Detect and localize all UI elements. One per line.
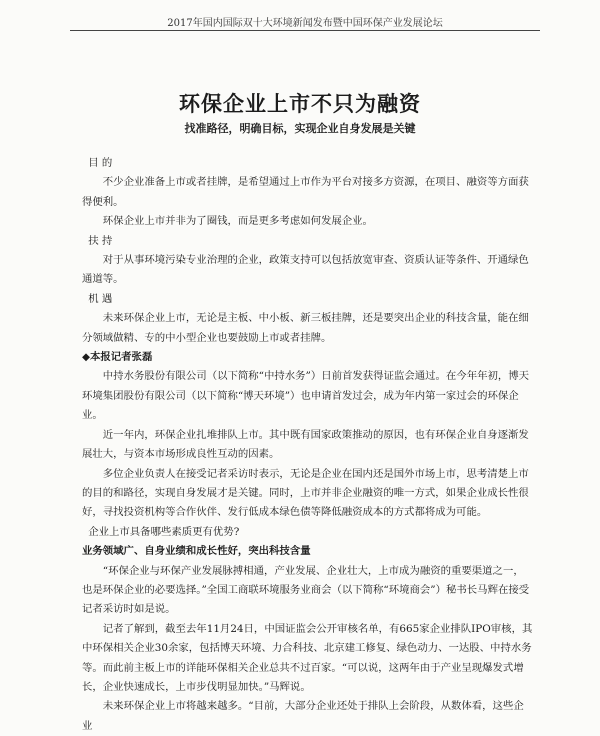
section-subheading: 业务领域广、自身业绩和成长性好，突出科技含量 xyxy=(82,545,311,558)
article-body xyxy=(82,154,534,736)
section-heading: 扶 持 xyxy=(88,234,113,247)
article-title: 环保企业上市不只为融资 xyxy=(179,91,421,116)
paragraph: 记者了解到，截至去年11月24日，中国证监会公开审核名单，有665家企业排队IPO审核，其中环保相关企业30余家，包括博天环境、力合科技、北京建工修复、绿色动力、一达股、中持水务等。而此前主板上市的详能环保相关企业总共不过百家。“可以说，这两年由于产业呈现爆发式增长，企业快速成长，上市步伐明显加快。”马辉说。 xyxy=(82,622,533,693)
paragraph: 不少企业准备上市或者挂牌，是希望通过上市作为平台对接多方资源，在项目、融资等方面获得便利。 xyxy=(82,176,529,208)
paragraph: 对于从事环境污染专业治理的企业，政策支持可以包括放宽审查、资质认证等条件、开通绿色通道等。 xyxy=(82,254,529,286)
header-divider xyxy=(70,30,540,31)
paragraph: 环保企业上市并非为了圈钱，而是更多考虑如何发展企业。 xyxy=(102,215,373,228)
paragraph: 近一年内，环保企业扎堆排队上市。其中既有国家政策推动的原因，也有环保企业自身逐渐发展壮大，与资本市场形成良性互动的因素。 xyxy=(82,428,529,461)
paragraph: 中持水务股份有限公司（以下简称“中持水务”）日前首发获得证监会通过。在今年年初，博天环境集团股份有限公司（以下简称“博天环境”）也申请首发过会，成为年内第一家过会的环保企业。 xyxy=(82,370,530,422)
byline: ◆本报记者张磊 xyxy=(82,351,153,364)
paragraph: 未来环保企业上市将越来越多。“目前，大部分企业还处于排队上会阶段，从数体看，这些企业 xyxy=(82,700,524,732)
section-heading: 机 遇 xyxy=(88,292,113,305)
paragraph: 多位企业负责人在接受记者采访时表示，无论是企业在国内还是国外市场上市，思考清楚上市的目的和路径，实现自身发展才是关键。同时，上市并非企业融资的唯一方式，如果企业成长性很好，寻找投资机构等合作伙伴、发行低成本绿色债等降低融资成本的方式都将成为可能。 xyxy=(82,467,529,519)
paragraph: “环保企业与环保产业发展脉搏相通，产业发展、企业壮大，上市成为融资的重要渠道之一，也是环保企业的必要选择。”全国工商联环境服务业商会（以下简称“环境商会”）秘书长马辉在接受记者采访时如是说。 xyxy=(82,564,530,616)
article-subtitle: 找准路径，明确目标，实现企业自身发展是关键 xyxy=(184,122,416,135)
running-header: 2017年国内国际双十大环境新闻发布暨中国环保产业发展论坛 xyxy=(167,18,443,29)
section-heading: 目 的 xyxy=(88,157,113,169)
paragraph: 未来环保企业上市，无论是主板、中小板、新三板挂牌，还是要突出企业的科技含量，能在细分领域做精、专的中小型企业也要鼓励上市或者挂牌。 xyxy=(82,312,529,344)
section-heading: 企业上市具备哪些素质更有优势? xyxy=(88,525,240,538)
